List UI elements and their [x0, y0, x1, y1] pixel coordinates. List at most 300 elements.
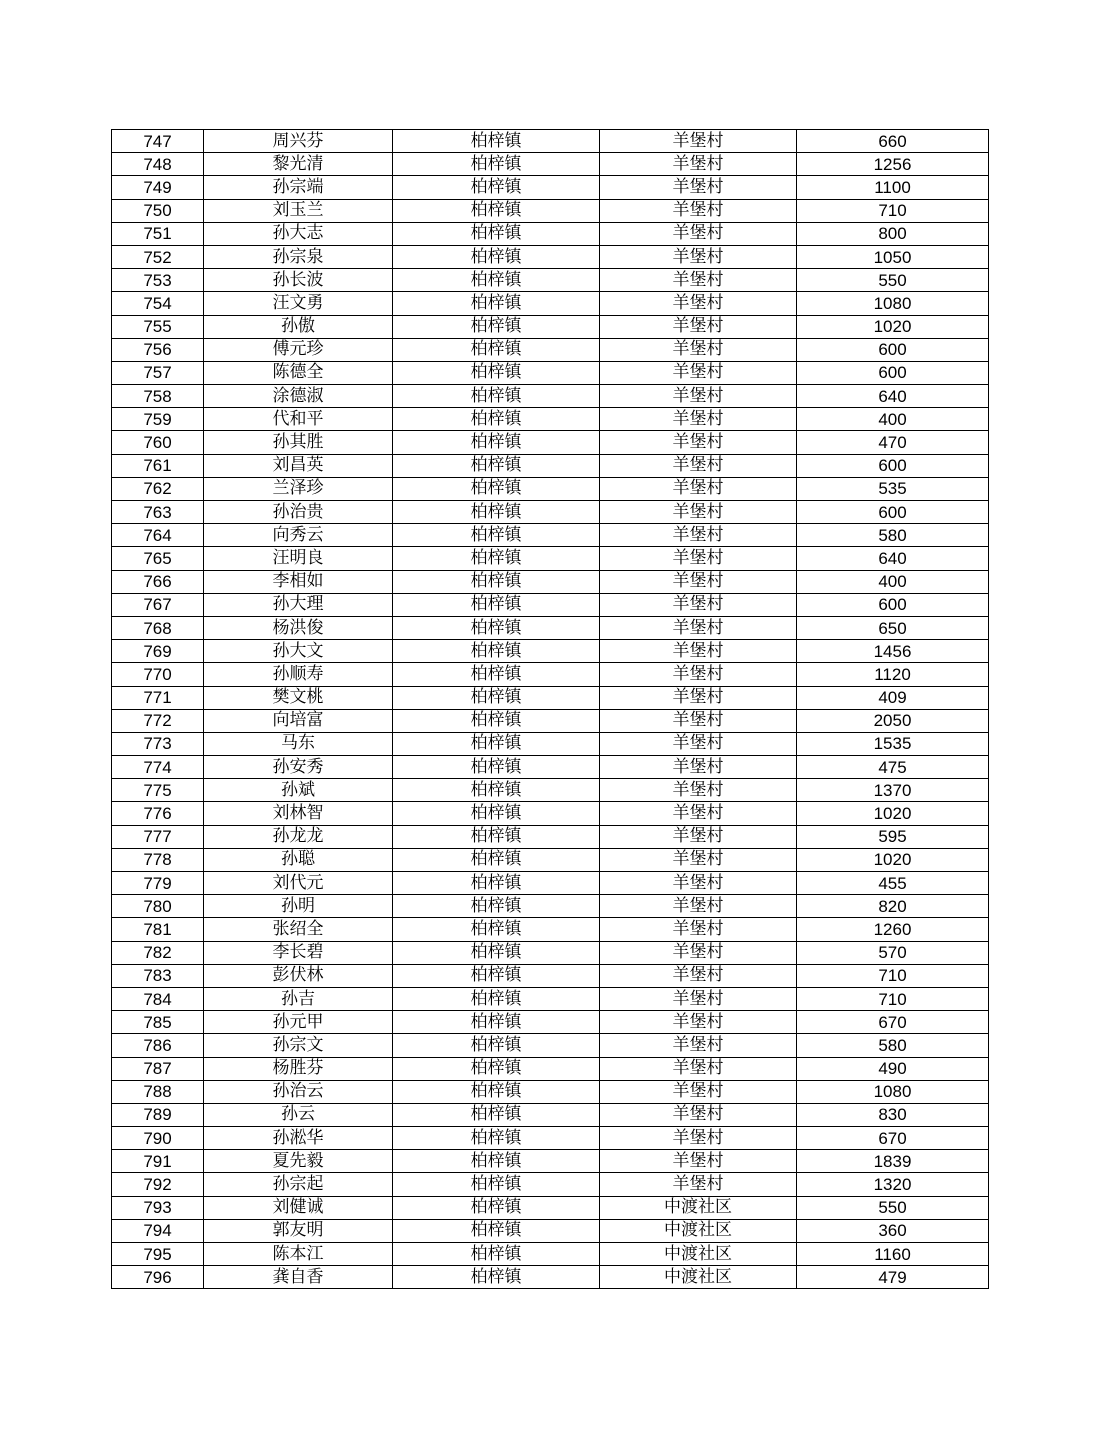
row-number-cell: 758: [112, 385, 204, 408]
amount-cell: 409: [797, 686, 989, 709]
amount-cell: 1020: [797, 802, 989, 825]
name-cell: 孙聪: [204, 848, 393, 871]
name-cell: 孙宗端: [204, 176, 393, 199]
village-cell: 羊堡村: [600, 454, 797, 477]
amount-cell: 1080: [797, 292, 989, 315]
amount-cell: 1256: [797, 153, 989, 176]
name-cell: 孙傲: [204, 315, 393, 338]
amount-cell: 1020: [797, 848, 989, 871]
amount-cell: 1050: [797, 245, 989, 268]
amount-cell: 570: [797, 941, 989, 964]
amount-cell: 470: [797, 431, 989, 454]
row-number-cell: 752: [112, 245, 204, 268]
town-cell: 柏梓镇: [393, 686, 600, 709]
row-number-cell: 777: [112, 825, 204, 848]
table-row: [112, 1150, 989, 1173]
village-cell: 羊堡村: [600, 1173, 797, 1196]
village-cell: 羊堡村: [600, 756, 797, 779]
amount-cell: 1100: [797, 176, 989, 199]
row-number-cell: 763: [112, 501, 204, 524]
table-row: [112, 895, 989, 918]
name-cell: 兰泽珍: [204, 477, 393, 500]
town-cell: 柏梓镇: [393, 1219, 600, 1242]
village-cell: 羊堡村: [600, 709, 797, 732]
table-row: [112, 199, 989, 222]
village-cell: 羊堡村: [600, 431, 797, 454]
amount-cell: 550: [797, 1196, 989, 1219]
town-cell: 柏梓镇: [393, 709, 600, 732]
name-cell: 孙宗起: [204, 1173, 393, 1196]
amount-cell: 660: [797, 130, 989, 153]
table-row: [112, 338, 989, 361]
row-number-cell: 765: [112, 547, 204, 570]
amount-cell: 360: [797, 1219, 989, 1242]
name-cell: 孙云: [204, 1103, 393, 1126]
amount-cell: 1160: [797, 1243, 989, 1266]
amount-cell: 600: [797, 338, 989, 361]
amount-cell: 640: [797, 547, 989, 570]
name-cell: 张绍全: [204, 918, 393, 941]
data-table: [111, 129, 989, 1289]
amount-cell: 820: [797, 895, 989, 918]
table-row: [112, 1219, 989, 1242]
row-number-cell: 783: [112, 964, 204, 987]
village-cell: 羊堡村: [600, 1150, 797, 1173]
row-number-cell: 755: [112, 315, 204, 338]
amount-cell: 670: [797, 1127, 989, 1150]
town-cell: 柏梓镇: [393, 779, 600, 802]
row-number-cell: 771: [112, 686, 204, 709]
village-cell: 羊堡村: [600, 848, 797, 871]
village-cell: 羊堡村: [600, 315, 797, 338]
village-cell: 羊堡村: [600, 408, 797, 431]
town-cell: 柏梓镇: [393, 756, 600, 779]
town-cell: 柏梓镇: [393, 1150, 600, 1173]
row-number-cell: 769: [112, 640, 204, 663]
table-row: [112, 269, 989, 292]
table-row: [112, 431, 989, 454]
amount-cell: 475: [797, 756, 989, 779]
town-cell: 柏梓镇: [393, 1196, 600, 1219]
row-number-cell: 761: [112, 454, 204, 477]
town-cell: 柏梓镇: [393, 477, 600, 500]
town-cell: 柏梓镇: [393, 292, 600, 315]
row-number-cell: 795: [112, 1243, 204, 1266]
table-row: [112, 732, 989, 755]
town-cell: 柏梓镇: [393, 848, 600, 871]
town-cell: 柏梓镇: [393, 964, 600, 987]
amount-cell: 710: [797, 199, 989, 222]
row-number-cell: 788: [112, 1080, 204, 1103]
table-row: [112, 153, 989, 176]
table-row: [112, 477, 989, 500]
name-cell: 龚自香: [204, 1266, 393, 1289]
town-cell: 柏梓镇: [393, 1057, 600, 1080]
amount-cell: 550: [797, 269, 989, 292]
name-cell: 陈本江: [204, 1243, 393, 1266]
row-number-cell: 748: [112, 153, 204, 176]
village-cell: 羊堡村: [600, 361, 797, 384]
amount-cell: 400: [797, 570, 989, 593]
amount-cell: 1080: [797, 1080, 989, 1103]
town-cell: 柏梓镇: [393, 802, 600, 825]
town-cell: 柏梓镇: [393, 130, 600, 153]
table-row: [112, 872, 989, 895]
name-cell: 孙安秀: [204, 756, 393, 779]
amount-cell: 1260: [797, 918, 989, 941]
town-cell: 柏梓镇: [393, 825, 600, 848]
table-row: [112, 385, 989, 408]
amount-cell: 600: [797, 454, 989, 477]
town-cell: 柏梓镇: [393, 732, 600, 755]
name-cell: 孙大理: [204, 593, 393, 616]
name-cell: 郭友明: [204, 1219, 393, 1242]
row-number-cell: 754: [112, 292, 204, 315]
name-cell: 彭伏林: [204, 964, 393, 987]
table-body: [112, 130, 989, 1289]
town-cell: 柏梓镇: [393, 1011, 600, 1034]
table-row: [112, 570, 989, 593]
name-cell: 刘玉兰: [204, 199, 393, 222]
name-cell: 刘健诚: [204, 1196, 393, 1219]
table-row: [112, 1173, 989, 1196]
village-cell: 羊堡村: [600, 385, 797, 408]
village-cell: 羊堡村: [600, 640, 797, 663]
name-cell: 樊文桃: [204, 686, 393, 709]
table-row: [112, 987, 989, 1010]
name-cell: 李长碧: [204, 941, 393, 964]
row-number-cell: 793: [112, 1196, 204, 1219]
table-row: [112, 1266, 989, 1289]
row-number-cell: 787: [112, 1057, 204, 1080]
row-number-cell: 770: [112, 663, 204, 686]
table-row: [112, 1243, 989, 1266]
table-row: [112, 825, 989, 848]
table-row: [112, 593, 989, 616]
amount-cell: 1456: [797, 640, 989, 663]
town-cell: 柏梓镇: [393, 245, 600, 268]
row-number-cell: 773: [112, 732, 204, 755]
name-cell: 黎光清: [204, 153, 393, 176]
amount-cell: 455: [797, 872, 989, 895]
town-cell: 柏梓镇: [393, 987, 600, 1010]
village-cell: 羊堡村: [600, 547, 797, 570]
town-cell: 柏梓镇: [393, 1266, 600, 1289]
table-row: [112, 686, 989, 709]
table-row: [112, 918, 989, 941]
village-cell: 羊堡村: [600, 593, 797, 616]
table-row: [112, 130, 989, 153]
name-cell: 李相如: [204, 570, 393, 593]
table-row: [112, 964, 989, 987]
town-cell: 柏梓镇: [393, 663, 600, 686]
name-cell: 孙淞华: [204, 1127, 393, 1150]
village-cell: 中渡社区: [600, 1219, 797, 1242]
village-cell: 羊堡村: [600, 964, 797, 987]
village-cell: 羊堡村: [600, 1080, 797, 1103]
town-cell: 柏梓镇: [393, 153, 600, 176]
table-row: [112, 616, 989, 639]
town-cell: 柏梓镇: [393, 338, 600, 361]
table-row: [112, 1196, 989, 1219]
name-cell: 傅元珍: [204, 338, 393, 361]
row-number-cell: 768: [112, 616, 204, 639]
village-cell: 羊堡村: [600, 802, 797, 825]
town-cell: 柏梓镇: [393, 640, 600, 663]
row-number-cell: 760: [112, 431, 204, 454]
village-cell: 中渡社区: [600, 1196, 797, 1219]
row-number-cell: 753: [112, 269, 204, 292]
table-row: [112, 454, 989, 477]
village-cell: 羊堡村: [600, 153, 797, 176]
row-number-cell: 747: [112, 130, 204, 153]
amount-cell: 490: [797, 1057, 989, 1080]
row-number-cell: 796: [112, 1266, 204, 1289]
name-cell: 陈德全: [204, 361, 393, 384]
name-cell: 代和平: [204, 408, 393, 431]
amount-cell: 1535: [797, 732, 989, 755]
amount-cell: 830: [797, 1103, 989, 1126]
name-cell: 杨胜芬: [204, 1057, 393, 1080]
village-cell: 羊堡村: [600, 1103, 797, 1126]
village-cell: 羊堡村: [600, 941, 797, 964]
row-number-cell: 778: [112, 848, 204, 871]
amount-cell: 650: [797, 616, 989, 639]
name-cell: 孙斌: [204, 779, 393, 802]
town-cell: 柏梓镇: [393, 361, 600, 384]
row-number-cell: 784: [112, 987, 204, 1010]
name-cell: 孙治贵: [204, 501, 393, 524]
row-number-cell: 767: [112, 593, 204, 616]
table-row: [112, 663, 989, 686]
name-cell: 涂德淑: [204, 385, 393, 408]
name-cell: 孙治云: [204, 1080, 393, 1103]
row-number-cell: 782: [112, 941, 204, 964]
amount-cell: 580: [797, 524, 989, 547]
town-cell: 柏梓镇: [393, 872, 600, 895]
amount-cell: 1120: [797, 663, 989, 686]
row-number-cell: 790: [112, 1127, 204, 1150]
amount-cell: 670: [797, 1011, 989, 1034]
town-cell: 柏梓镇: [393, 176, 600, 199]
name-cell: 孙顺寿: [204, 663, 393, 686]
table-row: [112, 408, 989, 431]
town-cell: 柏梓镇: [393, 315, 600, 338]
table-row: [112, 1011, 989, 1034]
town-cell: 柏梓镇: [393, 1127, 600, 1150]
town-cell: 柏梓镇: [393, 454, 600, 477]
row-number-cell: 775: [112, 779, 204, 802]
village-cell: 羊堡村: [600, 732, 797, 755]
town-cell: 柏梓镇: [393, 431, 600, 454]
row-number-cell: 786: [112, 1034, 204, 1057]
village-cell: 羊堡村: [600, 918, 797, 941]
name-cell: 孙宗文: [204, 1034, 393, 1057]
row-number-cell: 764: [112, 524, 204, 547]
name-cell: 孙长波: [204, 269, 393, 292]
amount-cell: 1839: [797, 1150, 989, 1173]
town-cell: 柏梓镇: [393, 408, 600, 431]
village-cell: 羊堡村: [600, 292, 797, 315]
town-cell: 柏梓镇: [393, 1243, 600, 1266]
village-cell: 羊堡村: [600, 199, 797, 222]
name-cell: 刘林智: [204, 802, 393, 825]
name-cell: 孙大文: [204, 640, 393, 663]
village-cell: 羊堡村: [600, 338, 797, 361]
amount-cell: 535: [797, 477, 989, 500]
table-row: [112, 245, 989, 268]
town-cell: 柏梓镇: [393, 547, 600, 570]
amount-cell: 2050: [797, 709, 989, 732]
row-number-cell: 751: [112, 222, 204, 245]
table-row: [112, 1034, 989, 1057]
village-cell: 羊堡村: [600, 1127, 797, 1150]
town-cell: 柏梓镇: [393, 895, 600, 918]
name-cell: 马东: [204, 732, 393, 755]
amount-cell: 800: [797, 222, 989, 245]
table-row: [112, 1057, 989, 1080]
table-row: [112, 1127, 989, 1150]
table-row: [112, 292, 989, 315]
table-row: [112, 1080, 989, 1103]
name-cell: 周兴芬: [204, 130, 393, 153]
amount-cell: 600: [797, 361, 989, 384]
name-cell: 孙元甲: [204, 1011, 393, 1034]
amount-cell: 710: [797, 987, 989, 1010]
amount-cell: 1370: [797, 779, 989, 802]
row-number-cell: 781: [112, 918, 204, 941]
name-cell: 孙龙龙: [204, 825, 393, 848]
town-cell: 柏梓镇: [393, 1173, 600, 1196]
table-row: [112, 941, 989, 964]
name-cell: 刘代元: [204, 872, 393, 895]
village-cell: 羊堡村: [600, 987, 797, 1010]
amount-cell: 710: [797, 964, 989, 987]
table-row: [112, 222, 989, 245]
row-number-cell: 749: [112, 176, 204, 199]
village-cell: 羊堡村: [600, 895, 797, 918]
row-number-cell: 776: [112, 802, 204, 825]
table-row: [112, 1103, 989, 1126]
row-number-cell: 794: [112, 1219, 204, 1242]
village-cell: 羊堡村: [600, 779, 797, 802]
name-cell: 夏先毅: [204, 1150, 393, 1173]
town-cell: 柏梓镇: [393, 269, 600, 292]
name-cell: 刘昌英: [204, 454, 393, 477]
village-cell: 羊堡村: [600, 1034, 797, 1057]
town-cell: 柏梓镇: [393, 616, 600, 639]
village-cell: 羊堡村: [600, 501, 797, 524]
row-number-cell: 759: [112, 408, 204, 431]
amount-cell: 1320: [797, 1173, 989, 1196]
village-cell: 羊堡村: [600, 616, 797, 639]
village-cell: 羊堡村: [600, 1011, 797, 1034]
row-number-cell: 757: [112, 361, 204, 384]
amount-cell: 479: [797, 1266, 989, 1289]
table-row: [112, 361, 989, 384]
name-cell: 向培富: [204, 709, 393, 732]
village-cell: 羊堡村: [600, 872, 797, 895]
name-cell: 汪文勇: [204, 292, 393, 315]
row-number-cell: 779: [112, 872, 204, 895]
row-number-cell: 750: [112, 199, 204, 222]
row-number-cell: 792: [112, 1173, 204, 1196]
town-cell: 柏梓镇: [393, 385, 600, 408]
town-cell: 柏梓镇: [393, 199, 600, 222]
amount-cell: 600: [797, 593, 989, 616]
row-number-cell: 762: [112, 477, 204, 500]
row-number-cell: 774: [112, 756, 204, 779]
table-row: [112, 547, 989, 570]
name-cell: 孙宗泉: [204, 245, 393, 268]
row-number-cell: 789: [112, 1103, 204, 1126]
amount-cell: 640: [797, 385, 989, 408]
village-cell: 羊堡村: [600, 245, 797, 268]
village-cell: 羊堡村: [600, 663, 797, 686]
town-cell: 柏梓镇: [393, 524, 600, 547]
village-cell: 羊堡村: [600, 222, 797, 245]
table-row: [112, 315, 989, 338]
town-cell: 柏梓镇: [393, 570, 600, 593]
table-row: [112, 779, 989, 802]
name-cell: 孙大志: [204, 222, 393, 245]
row-number-cell: 780: [112, 895, 204, 918]
village-cell: 羊堡村: [600, 477, 797, 500]
town-cell: 柏梓镇: [393, 593, 600, 616]
name-cell: 孙明: [204, 895, 393, 918]
town-cell: 柏梓镇: [393, 501, 600, 524]
name-cell: 向秀云: [204, 524, 393, 547]
table-row: [112, 802, 989, 825]
name-cell: 孙吉: [204, 987, 393, 1010]
table-row: [112, 709, 989, 732]
village-cell: 羊堡村: [600, 1057, 797, 1080]
town-cell: 柏梓镇: [393, 918, 600, 941]
village-cell: 羊堡村: [600, 130, 797, 153]
town-cell: 柏梓镇: [393, 1034, 600, 1057]
village-cell: 羊堡村: [600, 269, 797, 292]
table-row: [112, 501, 989, 524]
table-row: [112, 176, 989, 199]
amount-cell: 595: [797, 825, 989, 848]
row-number-cell: 785: [112, 1011, 204, 1034]
town-cell: 柏梓镇: [393, 1080, 600, 1103]
amount-cell: 1020: [797, 315, 989, 338]
amount-cell: 600: [797, 501, 989, 524]
village-cell: 羊堡村: [600, 176, 797, 199]
row-number-cell: 756: [112, 338, 204, 361]
village-cell: 中渡社区: [600, 1243, 797, 1266]
table-row: [112, 848, 989, 871]
row-number-cell: 772: [112, 709, 204, 732]
name-cell: 杨洪俊: [204, 616, 393, 639]
table-row: [112, 640, 989, 663]
town-cell: 柏梓镇: [393, 1103, 600, 1126]
village-cell: 中渡社区: [600, 1266, 797, 1289]
name-cell: 汪明良: [204, 547, 393, 570]
village-cell: 羊堡村: [600, 825, 797, 848]
table-row: [112, 756, 989, 779]
row-number-cell: 791: [112, 1150, 204, 1173]
amount-cell: 580: [797, 1034, 989, 1057]
table-row: [112, 524, 989, 547]
town-cell: 柏梓镇: [393, 222, 600, 245]
village-cell: 羊堡村: [600, 570, 797, 593]
row-number-cell: 766: [112, 570, 204, 593]
amount-cell: 400: [797, 408, 989, 431]
village-cell: 羊堡村: [600, 686, 797, 709]
name-cell: 孙其胜: [204, 431, 393, 454]
